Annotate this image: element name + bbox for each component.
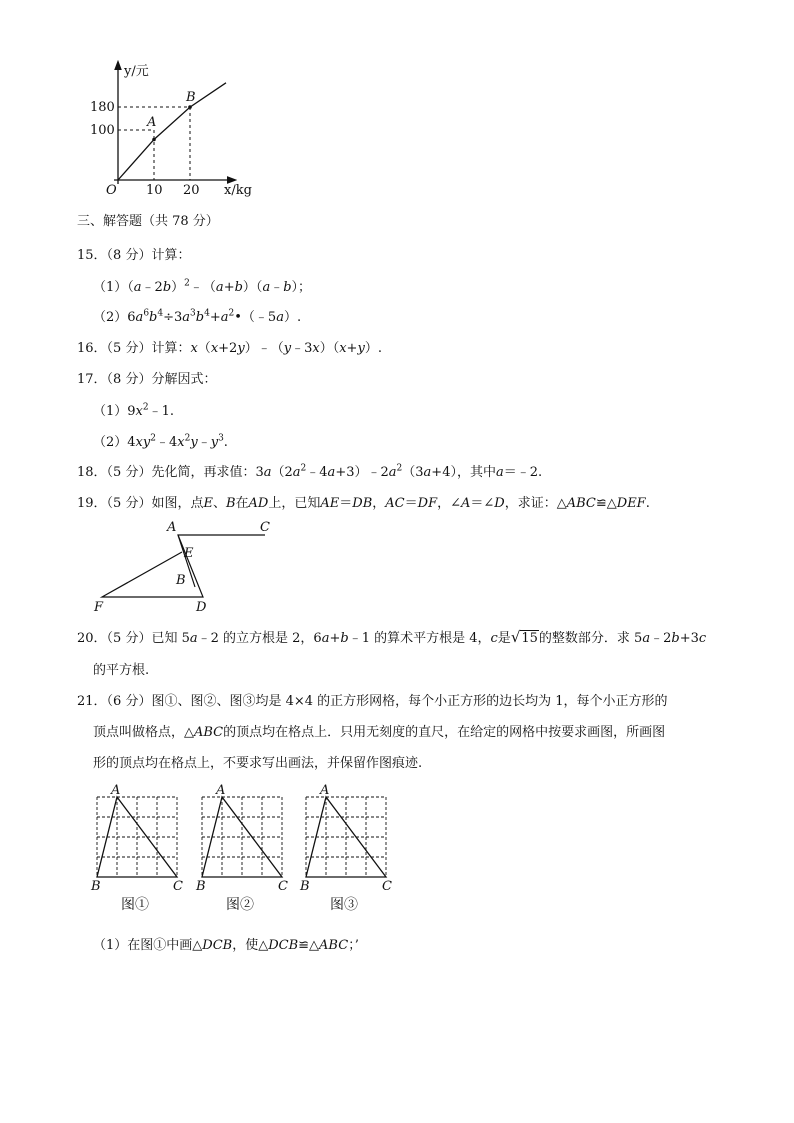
- data-point-b: [188, 105, 192, 109]
- grid-caption-3: 图③: [330, 897, 358, 913]
- grid-caption-2: 图②: [226, 897, 254, 913]
- label-d: D: [196, 600, 207, 615]
- label-a: A: [167, 520, 177, 535]
- label-b: B: [176, 573, 186, 588]
- grid-figure-1: [91, 783, 191, 894]
- grid-figure-2: [196, 783, 296, 894]
- y-tick-100: 100: [90, 123, 115, 138]
- y-tick-180: 180: [90, 100, 115, 115]
- label-f: F: [94, 600, 104, 615]
- question-21-line-3: 形的顶点均在格点上，不要求写出画法，并保留作图痕迹.: [93, 756, 423, 771]
- question-15-part-1: （1）（a﹣2b）$^2$﹣（a+b）（a﹣b）；: [93, 278, 312, 295]
- point-b-label: B: [186, 90, 196, 105]
- question-16: 16．（5 分）计算：x（x+2y）﹣（y﹣3x）（x+y）.: [77, 341, 382, 356]
- label-c: C: [260, 520, 270, 535]
- label-b: B: [91, 879, 101, 894]
- label-c: C: [173, 879, 183, 894]
- label-b: B: [300, 879, 310, 894]
- question-18: 18．（5 分）先化简，再求值：$3a(2a^2﹣4a+3)﹣2a^2(3a+4)$，其中a＝﹣2.: [77, 463, 543, 480]
- label-c: C: [382, 879, 392, 894]
- label-a: A: [216, 783, 226, 798]
- question-19: 19．（5 分）如图，点E、B在AD上，已知AE＝DB，AC＝DF，∠A＝∠D，求证：△ABC≌△DEF.: [77, 496, 650, 511]
- question-17-part-1: $(1)9x^2﹣1$.: [93, 402, 175, 419]
- sqrt-symbol: √: [510, 628, 521, 646]
- question-21-line-2: 顶点叫做格点，△ABC的顶点均在格点上．只用无刻度的直尺，在给定的网格中按要求画图，所画图: [93, 725, 666, 740]
- grid-figure-3: [300, 783, 400, 894]
- label-e: E: [184, 546, 194, 561]
- x-tick-20: 20: [183, 183, 200, 198]
- question-20-line-1: 20．（5 分）已知 5a﹣2 的立方根是 2，6a+b﹣1 的算术平方根是 4，c是√15的整数部分．求 5a﹣2b+3c: [77, 628, 707, 646]
- grid-caption-1: 图①: [121, 897, 149, 913]
- triangle-abc: [178, 535, 265, 587]
- label-b: B: [196, 879, 206, 894]
- sqrt-radicand: 15: [521, 631, 538, 646]
- point-a-label: A: [147, 115, 157, 130]
- origin-label: O: [106, 183, 117, 198]
- data-point-a: [152, 138, 156, 142]
- congruent-triangles-figure: [90, 515, 290, 615]
- label-a: A: [111, 783, 121, 798]
- question-20-line-2: 的平方根.: [93, 663, 150, 678]
- question-15-head: 15．（8 分）计算：: [77, 248, 191, 263]
- label-a: A: [320, 783, 330, 798]
- question-21-line-1: 21．（6 分）图①、图②、图③均是 4×4 的正方形网格，每个小正方形的边长均为 1，每个小正方形的: [77, 694, 668, 709]
- question-15-part-2: $(2)6a^6b^4\div 3a^3b^4+a^2•(﹣5a)$.: [93, 308, 302, 325]
- series-line: [118, 83, 226, 180]
- label-c: C: [278, 879, 288, 894]
- x-tick-10: 10: [146, 183, 163, 198]
- question-17-head: 17．（8 分）分解因式：: [77, 372, 217, 387]
- y-axis-label: y/元: [124, 64, 149, 79]
- section-heading: 三、解答题（共 78 分）: [77, 214, 219, 229]
- question-17-part-2: $(2)4xy^2﹣4x^2y﹣y^3$.: [93, 433, 228, 450]
- price-weight-graph: [80, 55, 270, 200]
- x-axis-label: x/kg: [224, 183, 252, 198]
- question-21-part-1: （1）在图①中画△DCB，使△DCB≌△ABC；’: [93, 938, 359, 953]
